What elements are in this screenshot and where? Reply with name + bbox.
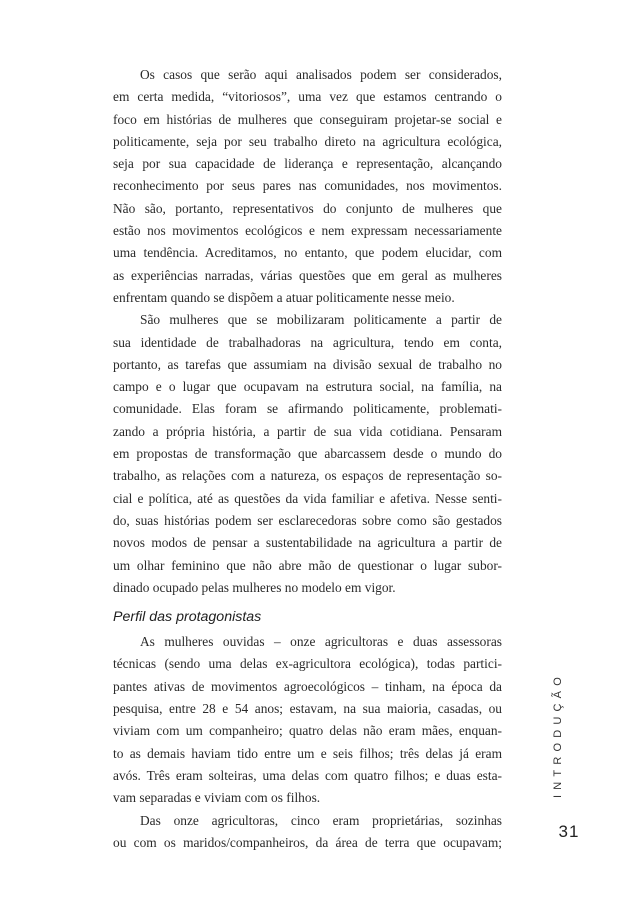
text-line: As mulheres ouvidas – onze agricultoras e duas assessoras <box>140 634 502 650</box>
text-line: politicamente, seja por seu trabalho direto na agricultura ecológica, <box>113 133 502 149</box>
text-line: comunidade. Elas foram se afirmando politicamente, problemati- <box>113 401 502 417</box>
text-line: pantes ativas de movimentos agroecológicos – tinham, na época da <box>113 678 502 694</box>
paragraph-1 <box>113 64 502 309</box>
text-line: avós. Três eram solteiras, uma delas com quatro filhos; e duas esta- <box>113 767 502 783</box>
paragraph-4 <box>113 810 502 855</box>
text-line: to as demais haviam tido entre um e seis filhos; três delas já eram <box>113 745 502 761</box>
text-line: Das onze agricultoras, cinco eram proprietárias, sozinhas <box>140 812 502 828</box>
text-line: um olhar feminino que não abre mão de questionar o lugar subor- <box>113 557 502 573</box>
body-text <box>113 64 502 854</box>
text-line: em certa medida, “vitoriosos”, uma vez que estamos centrando o <box>113 89 502 105</box>
text-line: em propostas de transformação que abarcassem desde o mundo do <box>113 446 502 462</box>
text-line: São mulheres que se mobilizaram politicamente a partir de <box>140 312 502 328</box>
text-line: cial e política, até as questões da vida familiar e afetiva. Nesse senti- <box>113 490 502 506</box>
chapter-side-label: INTRODUÇÃO <box>552 672 564 798</box>
text-line: dinado ocupado pelas mulheres no modelo em vigor. <box>113 579 396 595</box>
paragraph-2 <box>113 309 502 599</box>
text-line: Os casos que serão aqui analisados podem ser considerados, <box>140 67 502 82</box>
text-line: zando a própria história, a partir de sua vida cotidiana. Pensaram <box>113 423 502 439</box>
text-line: do, suas histórias podem ser esclarecedoras sobre como são gestados <box>113 512 502 528</box>
text-line: viviam com um companheiro; quatro delas não eram mães, enquan- <box>113 723 502 739</box>
text-line: seja por sua capacidade de liderança e representação, alcançando <box>113 156 502 172</box>
page-number: 31 <box>558 822 580 841</box>
text-line: vam separadas e viviam com os filhos. <box>113 790 321 806</box>
text-line: estão nos movimentos ecológicos e nem expressam necessariamente <box>113 223 502 239</box>
text-line: Não são, portanto, representativos do conjunto de mulheres que <box>113 200 502 216</box>
text-line: sua identidade de trabalhadoras na agricultura, tendo em conta, <box>113 334 502 350</box>
text-line: reconhecimento por seus pares nas comunidades, nos movimentos. <box>113 178 502 194</box>
text-line: portanto, as tarefas que assumiam na divisão sexual de trabalho no <box>113 356 502 372</box>
text-line: pesquisa, entre 28 e 54 anos; estavam, na sua maioria, casadas, ou <box>113 701 502 717</box>
section-heading: Perfil das protagonistas <box>113 609 262 626</box>
text-line: enfrentam quando se dispõem a atuar politicamente nesse meio. <box>113 289 455 305</box>
text-line: foco em histórias de mulheres que conseguiram projetar-se social e <box>113 111 502 127</box>
text-line: novos modos de pensar a sustentabilidade na agricultura a partir de <box>113 535 502 551</box>
paragraph-3 <box>113 631 502 809</box>
text-line: uma tendência. Acreditamos, no entanto, que podem elucidar, com <box>113 245 502 261</box>
text-line: técnicas (sendo uma delas ex-agricultora ecológica), todas partici- <box>113 656 502 672</box>
text-line: campo e o lugar que ocupavam na estrutura social, na família, na <box>113 379 502 395</box>
text-line: trabalho, as relações com a natureza, os espaços de representação so- <box>113 468 502 484</box>
text-line: as experiências narradas, várias questões que em geral as mulheres <box>113 267 502 283</box>
text-line: ou com os maridos/companheiros, da área de terra que ocupavam; <box>113 834 502 850</box>
